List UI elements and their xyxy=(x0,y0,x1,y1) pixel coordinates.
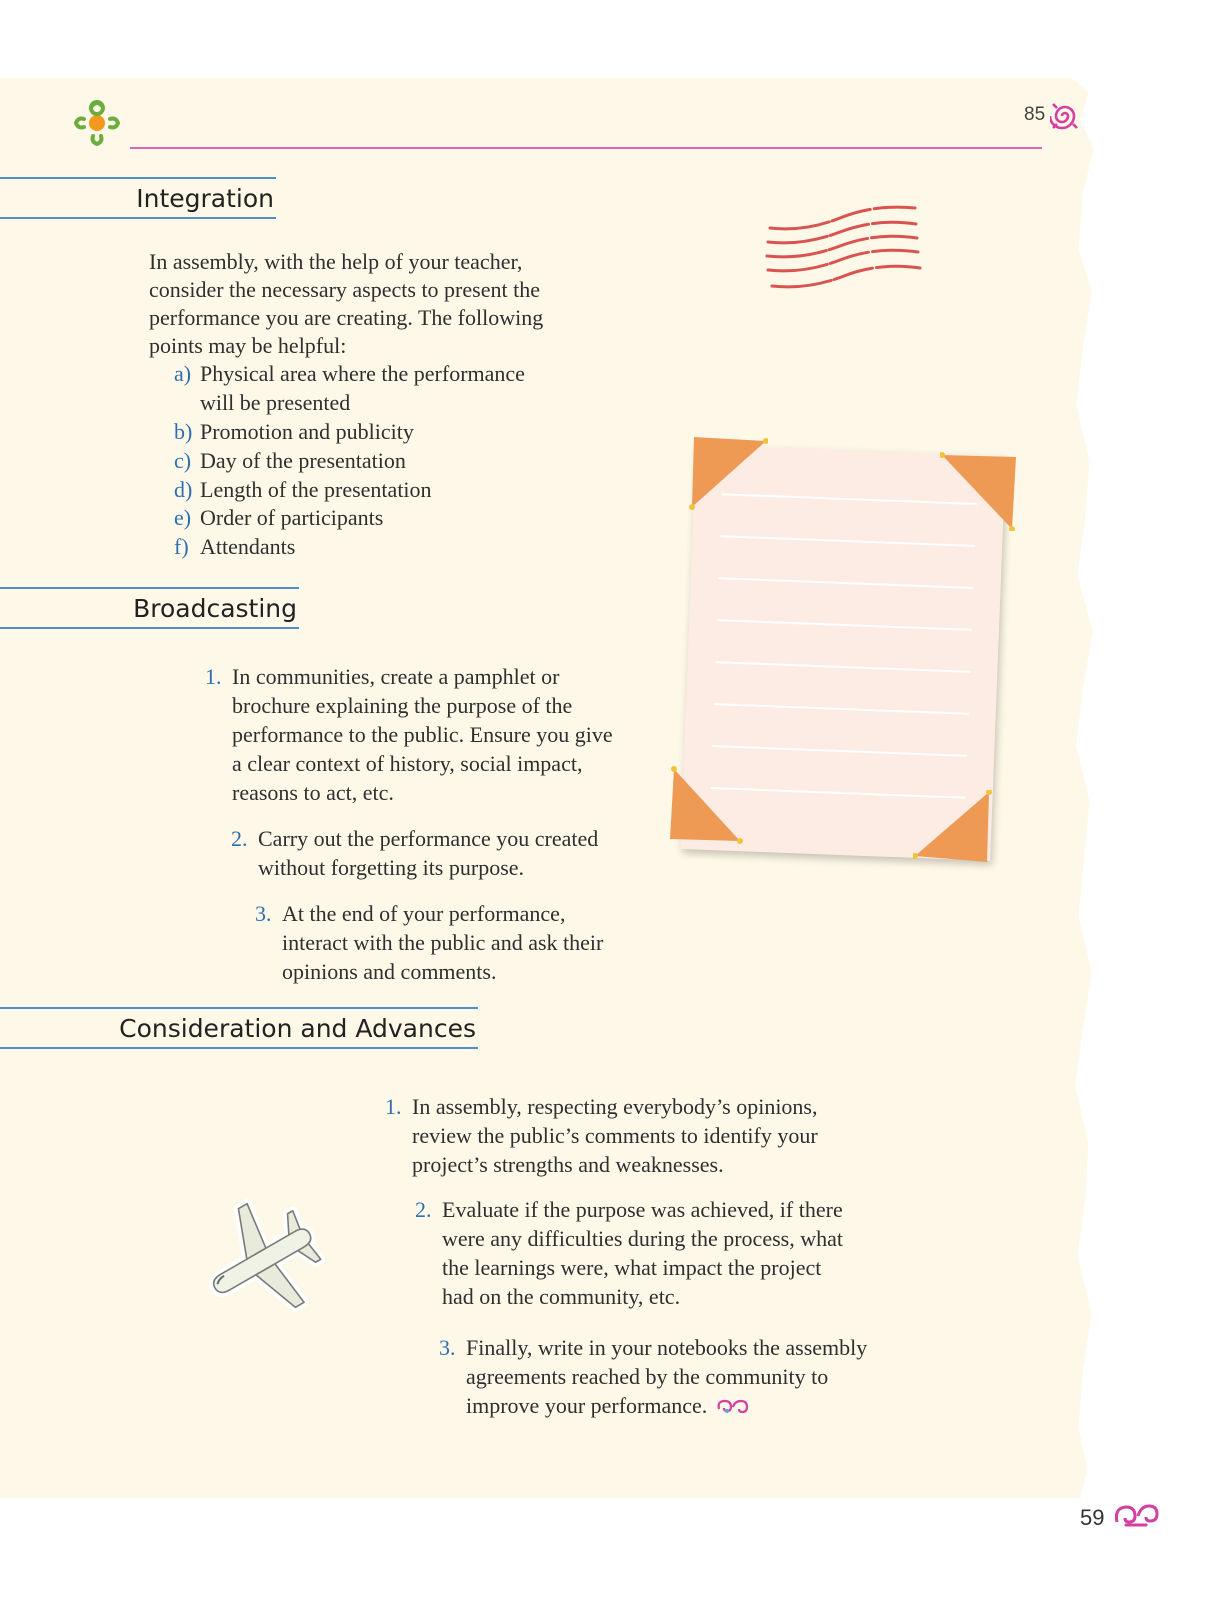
list-item-line: will be presented xyxy=(200,390,351,415)
list-item-line: agreements reached by the community to xyxy=(466,1364,829,1389)
list-item-line: Attendants xyxy=(200,534,296,559)
list-item xyxy=(174,417,414,446)
list-item-line: interact with the public and ask their xyxy=(282,930,604,955)
list-marker: f) xyxy=(174,534,189,559)
integration-intro xyxy=(149,248,543,360)
list-marker: 1. xyxy=(205,664,222,689)
list-item xyxy=(174,503,384,532)
flower-logo-icon xyxy=(72,98,122,148)
intro-line: points may be helpful: xyxy=(149,333,347,358)
intro-line: In assembly, with the help of your teacher, xyxy=(149,249,523,274)
list-item-line: Evaluate if the purpose was achieved, if there xyxy=(442,1197,843,1222)
spiral-ornament-icon xyxy=(1112,1500,1160,1530)
list-item-line: Carry out the performance you created xyxy=(258,826,599,851)
intro-line: consider the necessary aspects to present the xyxy=(149,277,540,302)
list-item xyxy=(385,1092,818,1179)
section-heading-consideration xyxy=(0,1007,478,1049)
list-marker: 2. xyxy=(415,1197,432,1222)
consideration-title: Consideration and Advances xyxy=(119,1013,476,1043)
note-line xyxy=(720,535,975,547)
list-item-line: In assembly, respecting everybody’s opinions, xyxy=(412,1094,818,1119)
list-item-line: review the public’s comments to identify your xyxy=(412,1123,818,1148)
list-marker: a) xyxy=(174,361,192,386)
list-item xyxy=(174,532,296,561)
list-marker: 2. xyxy=(231,826,248,851)
note-line xyxy=(719,577,974,589)
list-item xyxy=(231,824,599,882)
list-item xyxy=(415,1195,843,1311)
list-item-line: performance to the public. Ensure you give xyxy=(232,722,613,747)
note-line xyxy=(712,745,967,757)
page-number-top: 85 xyxy=(1024,104,1046,125)
list-item-line: At the end of your performance, xyxy=(282,901,566,926)
list-marker: c) xyxy=(174,448,192,473)
postmark-waves-icon xyxy=(762,200,922,295)
list-item-line: a clear context of history, social impact, xyxy=(232,751,583,776)
list-marker: d) xyxy=(174,477,193,502)
list-item-line: were any difficulties during the process, what xyxy=(442,1226,843,1251)
list-item xyxy=(439,1333,868,1420)
intro-line: performance you are creating. The following xyxy=(149,305,544,330)
list-marker: 3. xyxy=(255,901,272,926)
list-item xyxy=(205,662,613,807)
integration-title: Integration xyxy=(136,183,274,213)
list-marker: 3. xyxy=(439,1335,456,1360)
list-item-line: Order of participants xyxy=(200,505,384,530)
list-item-line: opinions and comments. xyxy=(282,959,497,984)
note-line xyxy=(717,619,972,631)
section-heading-integration xyxy=(0,177,276,219)
list-item-line: Length of the presentation xyxy=(200,477,432,502)
note-line xyxy=(714,703,969,715)
section-heading-broadcasting xyxy=(0,587,299,629)
list-item xyxy=(174,359,525,417)
list-item-line: brochure explaining the purpose of the xyxy=(232,693,573,718)
list-item-line: Physical area where the performance xyxy=(200,361,525,386)
spiral-ornament-icon xyxy=(1050,100,1080,132)
header-rule xyxy=(130,147,1042,149)
photo-corner-icon xyxy=(940,451,1020,531)
list-item xyxy=(174,475,432,504)
photo-corner-icon xyxy=(688,435,768,510)
photo-corner-icon xyxy=(668,765,748,845)
broadcasting-title: Broadcasting xyxy=(133,593,297,623)
list-item-line: project’s strengths and weaknesses. xyxy=(412,1152,724,1177)
photo-corner-icon xyxy=(913,790,993,870)
note-card-illustration xyxy=(668,435,1018,870)
list-item xyxy=(174,446,406,475)
list-marker: e) xyxy=(174,505,192,530)
list-item-line: In communities, create a pamphlet or xyxy=(232,664,560,689)
list-item-line-text: improve your performance. xyxy=(466,1393,708,1418)
list-item-line: reasons to act, etc. xyxy=(232,780,394,805)
airplane-icon xyxy=(190,1192,330,1332)
note-line xyxy=(715,661,970,673)
list-item-line: had on the community, etc. xyxy=(442,1284,681,1309)
list-marker: 1. xyxy=(385,1094,402,1119)
list-item-line: the learnings were, what impact the project xyxy=(442,1255,822,1280)
list-marker: b) xyxy=(174,419,193,444)
list-item-line: without forgetting its purpose. xyxy=(258,855,525,880)
list-item-line xyxy=(466,1391,867,1420)
list-item xyxy=(255,899,604,986)
end-ornament-icon xyxy=(715,1397,749,1415)
list-item-line: Promotion and publicity xyxy=(200,419,414,444)
page-number-bottom: 59 xyxy=(1080,1505,1105,1530)
list-item-line: Day of the presentation xyxy=(200,448,406,473)
list-item-line: Finally, write in your notebooks the assembly xyxy=(466,1335,868,1360)
